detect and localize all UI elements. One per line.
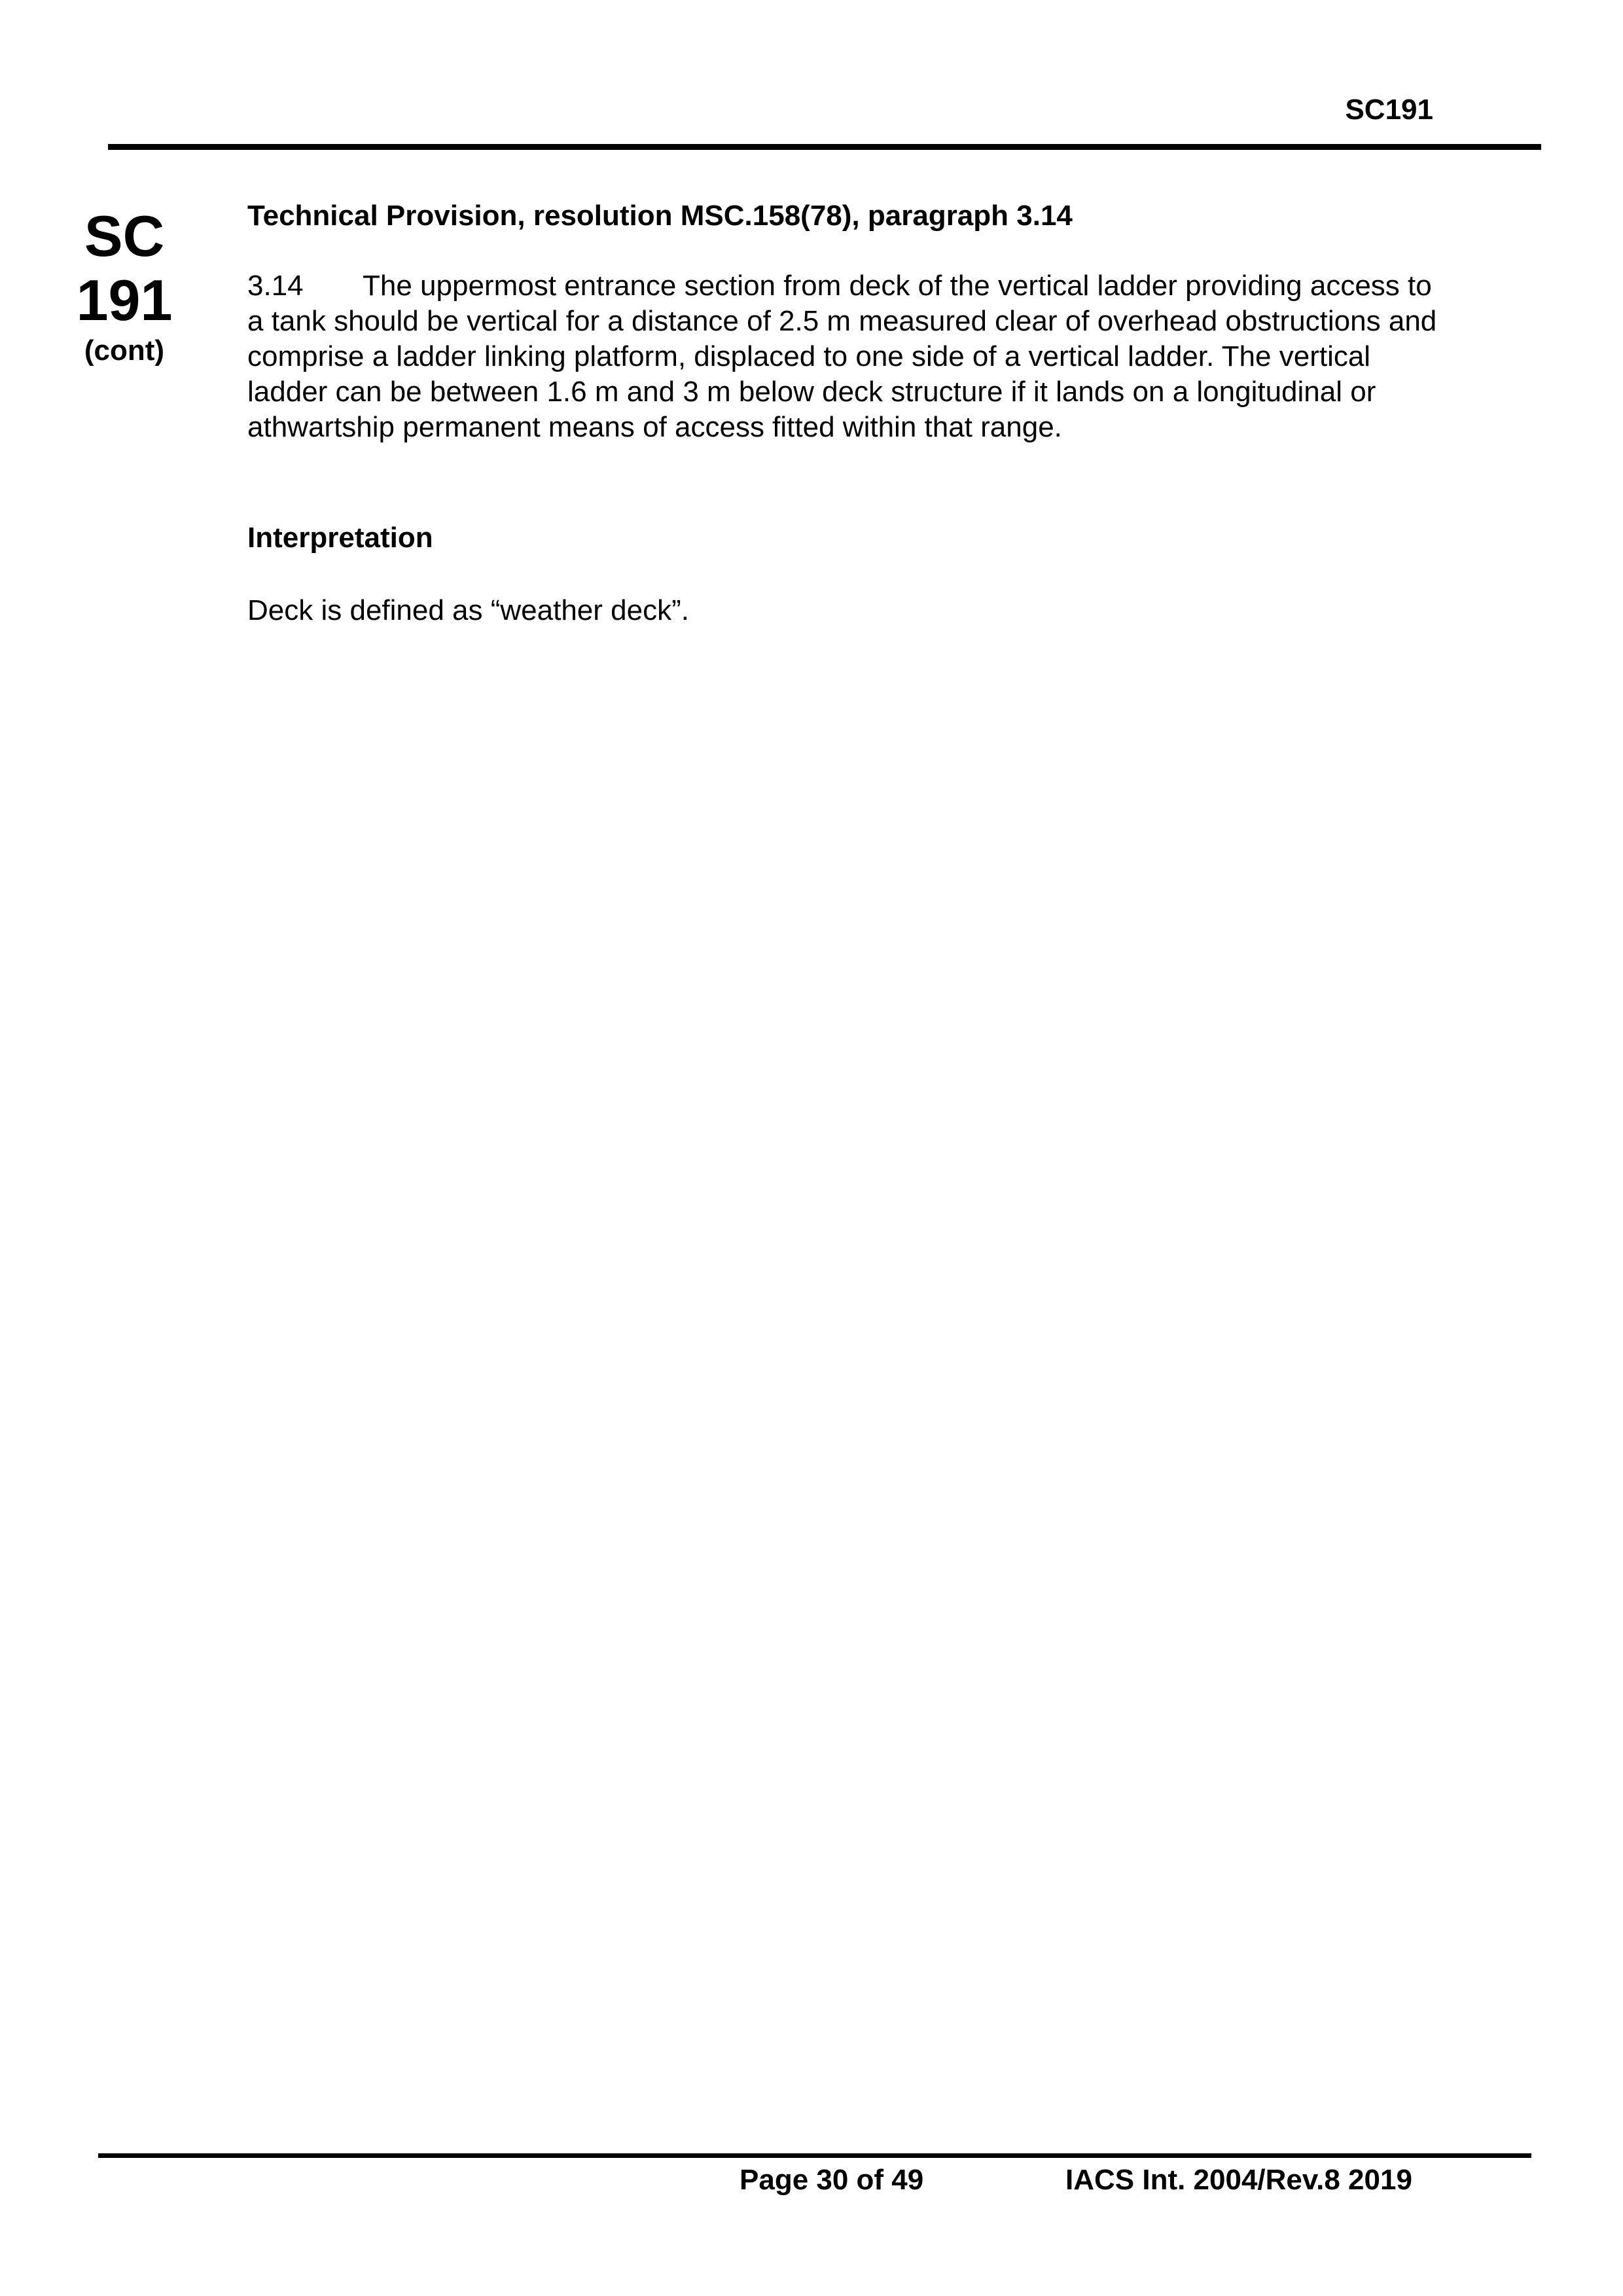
footer-rule <box>98 2153 1531 2158</box>
side-tag-line-2: 191 <box>76 268 173 332</box>
paragraph-line: comprise a ladder linking platform, displaced to one side of a vertical ladder. The vertical <box>247 340 1371 372</box>
paragraph-line: ladder can be between 1.6 m and 3 m below deck structure if it lands on a longitudinal or <box>247 376 1376 408</box>
paragraph-line <box>247 268 1530 304</box>
interpretation-heading: Interpretation <box>247 522 433 554</box>
main-content <box>247 196 1530 628</box>
paragraph-3-14 <box>247 268 1530 445</box>
footer-page-number: Page 30 of 49 <box>740 2164 924 2196</box>
paragraph-line-text: The uppermost entrance section from deck of the vertical ladder providing access to <box>363 270 1432 302</box>
side-tag-line-3: (cont) <box>84 334 165 367</box>
paragraph-line: a tank should be vertical for a distance of 2.5 m measured clear of overhead obstructions and <box>247 305 1437 337</box>
header-document-code: SC191 <box>1345 94 1433 126</box>
header-rule <box>108 144 1541 150</box>
paragraph-line: athwartship permanent means of access fitted within that range. <box>247 411 1062 443</box>
section-heading: Technical Provision, resolution MSC.158(78), paragraph 3.14 <box>247 200 1073 232</box>
footer-document-reference: IACS Int. 2004/Rev.8 2019 <box>1065 2164 1412 2196</box>
paragraph-number: 3.14 <box>247 270 304 302</box>
side-tag-line-1: SC <box>84 204 165 268</box>
interpretation-text: Deck is defined as “weather deck”. <box>247 594 689 626</box>
side-tag <box>65 204 183 369</box>
